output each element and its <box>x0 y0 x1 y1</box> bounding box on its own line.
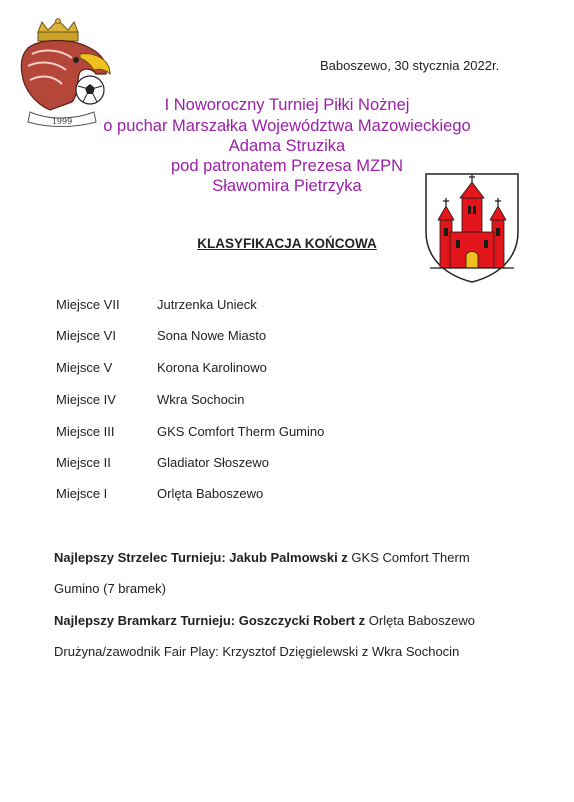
standings-row <box>56 360 267 375</box>
standings-team: Wkra Sochocin <box>157 392 245 407</box>
best-keeper-label: Najlepszy Bramkarz Turnieju: Goszczycki Robert z <box>54 613 366 628</box>
coat-of-arms-image <box>424 172 520 284</box>
standings-team: Orlęta Baboszewo <box>157 486 264 501</box>
standings-place: Miejsce VII <box>56 297 120 312</box>
standings-place: Miejsce V <box>56 360 113 375</box>
standings-team: Gladiator Słoszewo <box>157 455 269 470</box>
standings-place: Miejsce VI <box>56 328 116 343</box>
best-scorer-team: GKS Comfort Therm <box>347 550 470 565</box>
standings-team: Jutrzenka Unieck <box>157 297 257 312</box>
standings-place: Miejsce I <box>56 486 108 501</box>
title-line-5: Sławomira Pietrzyka <box>212 177 362 195</box>
standings-row <box>56 297 257 312</box>
title-line-1: I Noworoczny Turniej Piłki Nożnej <box>164 96 410 114</box>
standings-team: GKS Comfort Therm Gumino <box>157 424 325 439</box>
best-scorer-line-cont: Gumino (7 bramek) <box>54 581 166 596</box>
standings-place: Miejsce II <box>56 455 111 470</box>
standings-place: Miejsce IV <box>56 392 116 407</box>
best-scorer-line <box>54 550 470 565</box>
standings-row <box>56 486 263 501</box>
standings-row <box>56 392 244 407</box>
document-date: Baboszewo, 30 stycznia 2022r. <box>320 58 500 73</box>
standings-row <box>56 328 266 343</box>
title-line-2: o puchar Marszałka Województwa Mazowieckiego <box>103 117 471 135</box>
logo-year: 1999 <box>51 117 73 126</box>
best-keeper-team: Orlęta Baboszewo <box>365 613 475 628</box>
standings-row <box>56 424 324 439</box>
standings-team: Korona Karolinowo <box>157 360 267 375</box>
standings-place: Miejsce III <box>56 424 115 439</box>
title-line-4: pod patronatem Prezesa MZPN <box>170 157 404 175</box>
fair-play-line: Drużyna/zawodnik Fair Play: Krzysztof Dzięgielewski z Wkra Sochocin <box>54 644 460 659</box>
section-heading: KLASYFIKACJA KOŃCOWA <box>197 236 377 251</box>
standings-team: Sona Nowe Miasto <box>157 328 267 343</box>
best-keeper-line <box>54 613 475 628</box>
crown-icon <box>38 19 78 42</box>
title-line-3: Adama Struzika <box>228 137 346 155</box>
standings-row <box>56 455 269 470</box>
best-scorer-label: Najlepszy Strzelec Turnieju: Jakub Palmowski z <box>54 550 348 565</box>
